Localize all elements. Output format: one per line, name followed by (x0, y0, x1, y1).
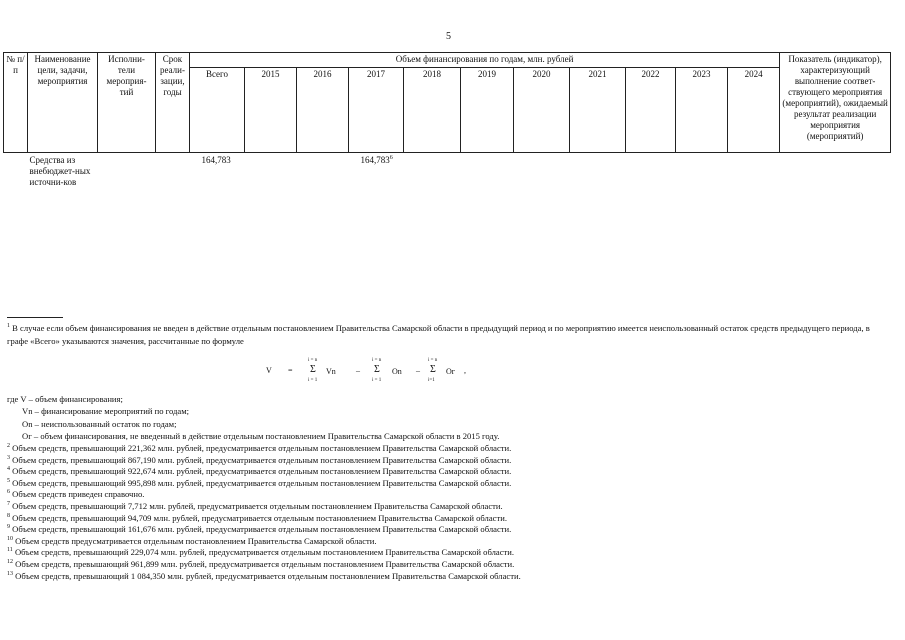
footnote (7, 455, 521, 467)
footnote-mark: 10 (7, 535, 13, 542)
footnote-mark: 4 (7, 466, 10, 473)
footnote-text: Объем средств, превышающий 221,362 млн. рублей, предусматривается отдельным постановлением Правительства Самарской области. (12, 443, 512, 453)
header-financing: Объем финансирования по годам, млн. рублей (190, 53, 780, 68)
footnote-mark: 6 (7, 489, 10, 496)
header-term: Срок реали-зации, годы (156, 53, 190, 153)
footnote (7, 478, 521, 490)
footnote-text: Объем средств, превышающий 94,709 млн. рублей, предусматривается отдельным постановлением Правительства Самарской области. (12, 512, 507, 523)
table-row (4, 153, 891, 191)
footnote-text: В случае если объем финансирования не введен в действие отдельным постановлением Правительства Самарской области в предыдущий период и по мероприятию имеется неиспользованный остаток средств предыдущего периода, в графе «Всего» указываются значения, рассчитанные по формуле (7, 323, 870, 346)
header-year: 2021 (570, 68, 626, 153)
formula-limit: i = 1 (372, 378, 382, 383)
footnote (7, 559, 521, 571)
footnote-text: Объем средств, превышающий 922,674 млн. рублей, предусматривается отдельным постановлением Правительства Самарской области. (12, 466, 512, 477)
footnote (7, 547, 521, 559)
footnote-mark: 3 (7, 454, 10, 461)
footnote-mark: 5 (7, 477, 10, 484)
header-year: 2020 (514, 68, 570, 153)
sum-symbol: Σ (310, 364, 316, 375)
formula-minus: – (356, 366, 360, 375)
row-2017-value: 164,783 (360, 155, 390, 165)
page-number: 5 (446, 31, 451, 42)
footnote-mark: 8 (7, 512, 10, 519)
footnote-text: Объем средств, превышающий 867,190 млн. рублей, предусматривается отдельным постановлением Правительства Самарской области. (12, 454, 512, 465)
footnote-text: Объем средств, превышающий 229,074 млн. рублей, предусматривается отдельным постановлением Правительства Самарской области. (14, 547, 515, 558)
formula (266, 358, 486, 388)
legend-line: где V – объем финансирования; (7, 394, 123, 404)
formula-limit: i = n (428, 358, 438, 363)
formula-minus: – (416, 366, 420, 375)
footnote-list (7, 443, 521, 582)
legend-line: Vn – финансирование мероприятий по годам; (22, 406, 190, 417)
legend-line: On – неиспользованный остаток по годам; (22, 418, 177, 429)
footnote (7, 513, 521, 525)
row-name: Средства из внебюджет-ных источни-ков (29, 155, 91, 187)
formula-comma: , (464, 366, 466, 375)
footnote-text: Объем средств, превышающий 1 084,350 млн. рублей, предусматривается отдельным постановлением Правительства Самарской области. (15, 570, 521, 581)
formula-limit: i = 1 (308, 378, 318, 383)
formula-term: On (392, 367, 402, 376)
header-year: 2019 (461, 68, 514, 153)
footnote (7, 443, 521, 455)
header-no: № п/п (4, 53, 28, 153)
footnote (7, 489, 521, 501)
header-name: Наименование цели, задачи, мероприятия (28, 53, 98, 153)
footnote (7, 501, 521, 513)
header-year: 2022 (626, 68, 676, 153)
formula-limit: i = n (372, 358, 382, 363)
formula-legend (7, 393, 499, 442)
row-2017-cell (349, 153, 404, 191)
formula-term: Oг (446, 367, 456, 376)
formula-limit: i=1 (428, 378, 435, 383)
footnote-mark: 2 (7, 443, 10, 450)
footnote-mark: 1 (7, 323, 10, 330)
footnote (7, 571, 521, 583)
footnote-mark: 9 (7, 524, 10, 531)
formula-term: Vn (326, 367, 336, 376)
footnote-text: Объем средств, превышающий 961,899 млн. рублей, предусматривается отдельным постановлением Правительства Самарской области. (15, 558, 515, 569)
footnote-text: Объем средств, превышающий 161,676 млн. рублей, предусматривается отдельным постановлением Правительства Самарской области. (12, 524, 512, 535)
footnote-text: Объем средств предусматривается отдельным постановлением Правительства Самарской области. (15, 535, 377, 546)
header-year: 2024 (728, 68, 780, 153)
header-executors: Исполни-тели мероприя-тий (98, 53, 156, 153)
footnote (7, 536, 521, 548)
footnote (7, 524, 521, 536)
header-indicator: Показатель (индикатор), характеризующий выполнение соответ-ствующего мероприятия (мероприятий), ожидаемый результат реализации мероприятия (мероприятий) (780, 53, 891, 153)
footnote-mark: 12 (7, 559, 13, 566)
footnote-text: Объем средств, превышающий 7,712 млн. рублей, предусматривается отдельным постановлением Правительства Самарской области. (12, 500, 503, 511)
header-total: Всего (190, 68, 245, 153)
sum-symbol: Σ (374, 364, 380, 375)
footnote-ref: 6 (389, 155, 393, 161)
header-year: 2017 (349, 68, 404, 153)
header-year: 2018 (404, 68, 461, 153)
footnote-mark: 7 (7, 501, 10, 508)
formula-limit: i = n (308, 358, 318, 363)
footnote-separator (7, 317, 63, 318)
financing-table (3, 52, 891, 190)
header-year: 2016 (297, 68, 349, 153)
footnote (7, 466, 521, 478)
footnote-mark: 13 (7, 570, 13, 577)
formula-equals: = (288, 366, 293, 375)
row-total: 164,783 (201, 155, 231, 165)
footnote-1 (7, 322, 887, 348)
legend-line: Oг – объем финансирования, не введенный в действие отдельным постановлением Правительства Самарской области в 2015 году. (22, 430, 500, 441)
footnote-text: Объем средств приведен справочно. (12, 489, 145, 500)
footnote-mark: 11 (7, 547, 13, 554)
formula-v: V (266, 366, 272, 375)
header-year: 2023 (676, 68, 728, 153)
footnote-text: Объем средств, превышающий 995,898 млн. рублей, предусматривается отдельным постановлением Правительства Самарской области. (12, 477, 512, 488)
header-year: 2015 (245, 68, 297, 153)
sum-symbol: Σ (430, 364, 436, 375)
